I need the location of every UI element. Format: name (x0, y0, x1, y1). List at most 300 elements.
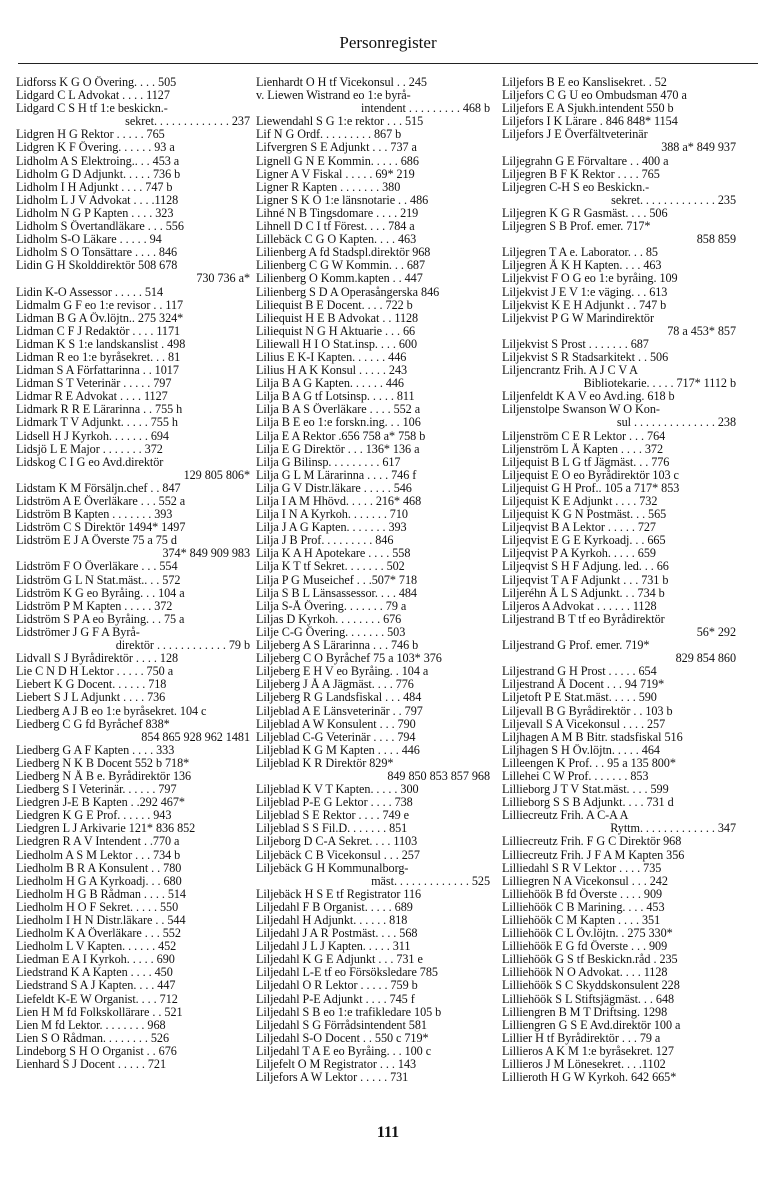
entry-text: Liewendahl S G 1:e rektor . . . 515 (256, 115, 424, 129)
register-entry (16, 705, 252, 718)
entry-text: Lidin G H Skolddirektör 508 678 (16, 259, 178, 273)
register-entry (502, 534, 738, 547)
register-entry (502, 272, 738, 285)
entry-continuation: 730 736 a* (196, 272, 250, 286)
entry-text: Liedberg C G fd Byråchef 838* (16, 717, 170, 731)
entry-text: Liljeblad K G M Kapten . . . . 446 (256, 743, 420, 757)
entry-text: Lilius E K-I Kapten. . . . . . 446 (256, 350, 407, 364)
entry-text: Lilja G Bilinsp. . . . . . . . . 617 (256, 455, 401, 469)
entry-text: Lidgard C S H tf 1:e beskickn.- (16, 102, 168, 116)
entry-text: Liljedahl O R Lektor . . . . . 759 b (256, 979, 418, 993)
register-entry (256, 364, 492, 377)
register-entry (16, 718, 252, 744)
register-entry (256, 521, 492, 534)
entry-text: Liljenström C E R Lektor . . . 764 (502, 429, 666, 443)
entry-text: Liedberg A J B eo 1:e byråsekret. 104 c (16, 704, 207, 718)
register-entry (502, 338, 738, 351)
entry-text: Liedgren L J Arkivarie 121* 836 852 (16, 822, 196, 836)
register-entry (502, 888, 738, 901)
entry-text: Liljequist K G N Postmäst. . . 565 (502, 508, 667, 522)
entry-text: Lidström A E Överläkare . . . 552 a (16, 495, 186, 508)
entry-text: Lilja B E eo 1:e forskn.ing. . . 106 (256, 416, 421, 430)
entry-text: Liljeblad A E Länsveterinär . . 797 (256, 704, 423, 718)
register-entry (16, 495, 252, 508)
entry-text: Lidströmer J G F A Byrå- (16, 625, 140, 639)
register-entry (502, 600, 738, 613)
register-entry (16, 102, 252, 128)
register-entry (16, 351, 252, 364)
entry-text: Liljegrahn G E Förvaltare . . 400 a (502, 154, 669, 168)
register-entry (256, 390, 492, 403)
register-entry (502, 993, 738, 1006)
register-entry (16, 286, 252, 299)
header-rule (18, 63, 758, 64)
register-entry (502, 1071, 738, 1084)
register-entry (16, 927, 252, 940)
entry-text: Lidholm N G P Kapten . . . . 323 (16, 206, 174, 220)
entry-text: Liljestrand G H Prost . . . . . 654 (502, 665, 657, 679)
register-entry (256, 168, 492, 181)
entry-text: Liljekvist S R Stadsarkitekt . . 506 (502, 350, 669, 364)
register-entry (16, 416, 252, 429)
entry-text: Liljedahl S B eo 1:e trafikledare 105 b (256, 1005, 442, 1019)
register-entry (16, 312, 252, 325)
register-entry (16, 835, 252, 848)
entry-text: Liedberg N Å B e. Byrådirektör 136 (16, 769, 192, 783)
register-entry (16, 482, 252, 495)
entry-text: Lidforss K G O Övering. . . . 505 (16, 76, 177, 89)
register-entry (502, 102, 738, 115)
entry-text: Lidvall S J Byrådirektör . . . . 128 (16, 652, 179, 666)
entry-text: Liliewall H I O Stat.insp. . . . 600 (256, 337, 418, 351)
register-entry (256, 1045, 492, 1058)
entry-text: Liljekvist S Prost . . . . . . . 687 (502, 337, 649, 351)
register-entry (256, 1019, 492, 1032)
entry-text: Lillieros A K M 1:e byråsekret. 127 (502, 1044, 674, 1058)
entry-text: Liljebäck G H Kommunalborg- (256, 861, 409, 875)
register-entry (502, 796, 738, 809)
entry-text: Lilliehöök N O Advokat. . . . 1128 (502, 966, 668, 980)
register-entry (502, 979, 738, 992)
register-entry (256, 914, 492, 927)
entry-text: Liljekvist J E V 1:e väging. . . 613 (502, 285, 668, 299)
register-entry (256, 469, 492, 482)
register-entry (256, 1071, 492, 1084)
entry-text: Liebert S J L Adjunkt . . . . 736 (16, 691, 166, 705)
entry-text: Liljedahl K G E Adjunkt . . . 731 e (256, 953, 423, 967)
entry-text: Liljeqvist P A Kyrkoh. . . . . 659 (502, 547, 656, 561)
register-entry (502, 430, 738, 443)
register-entry (256, 652, 492, 665)
entry-text: Lilleengen K Prof. . . 95 a 135 800* (502, 756, 676, 770)
entry-text: Liljefors J E Överfältveterinär (502, 128, 648, 142)
register-entry (16, 220, 252, 233)
register-entry (502, 1032, 738, 1045)
entry-text: Lilliehöök S L Stiftsjägmäst. . . 648 (502, 992, 675, 1006)
register-entry (256, 731, 492, 744)
entry-text: Liedholm K A Överläkare . . . 552 (16, 927, 181, 941)
register-entry (16, 508, 252, 521)
entry-text: Lien S O Rådman. . . . . . . . 526 (16, 1031, 170, 1045)
entry-text: Lilius H A K Konsul . . . . . 243 (256, 364, 408, 378)
register-entry (502, 286, 738, 299)
entry-text: Liljegren Å K H Kapten. . . . 463 (502, 259, 662, 273)
register-entry (16, 1019, 252, 1032)
entry-text: Lillebäck C G O Kapten. . . . 463 (256, 233, 417, 247)
register-entry (16, 652, 252, 665)
register-entry (16, 822, 252, 835)
entry-text: Lidgren H G Rektor . . . . . 765 (16, 128, 165, 142)
register-entry (256, 574, 492, 587)
register-entry (16, 953, 252, 966)
entry-text: Lilja K A H Apotekare . . . . 558 (256, 547, 411, 561)
register-entry (256, 534, 492, 547)
register-entry (256, 128, 492, 141)
entry-text: Lilliehöök G S tf Beskickn.råd . 235 (502, 953, 678, 967)
entry-text: Ligner A V Fiskal . . . . . 69* 219 (256, 167, 415, 181)
register-entry (502, 665, 738, 678)
register-entry (16, 246, 252, 259)
entry-text: Liljedahl S G Förrådsintendent 581 (256, 1018, 427, 1032)
register-entry (502, 953, 738, 966)
register-entry (256, 979, 492, 992)
register-entry (256, 862, 492, 888)
entry-text: Liliequist H E B Advokat . . 1128 (256, 311, 419, 325)
register-entry (16, 574, 252, 587)
register-entry (256, 600, 492, 613)
entry-continuation: sekret. . . . . . . . . . . . . 237 (125, 115, 250, 129)
entry-continuation: Ryttm. . . . . . . . . . . . . 347 (610, 822, 736, 836)
entry-text: Lilliehöök C B Marining. . . . 453 (502, 900, 665, 914)
entry-text: Lilja K T tf Sekret. . . . . . . 502 (256, 560, 405, 574)
register-entry (502, 705, 738, 718)
entry-text: Lillieborg S S B Adjunkt. . . . 731 d (502, 796, 674, 810)
register-entry (256, 325, 492, 338)
entry-text: Liljedahl J L J Kapten. . . . . 311 (256, 940, 411, 954)
register-entry (16, 128, 252, 141)
entry-text: Liljegren B F K Rektor . . . . 765 (502, 167, 660, 181)
entry-text: Liljevall S A Vicekonsul . . . . 257 (502, 717, 666, 731)
register-entry (16, 403, 252, 416)
register-entry (256, 1058, 492, 1071)
entry-text: Liljeblad P-E G Lektor . . . . 738 (256, 796, 413, 810)
register-entry (16, 259, 252, 285)
entry-text: Lidholm S O Tonsättare . . . . 846 (16, 246, 178, 260)
register-entry (502, 744, 738, 757)
register-entry (502, 849, 738, 862)
register-entry (502, 390, 738, 403)
entry-text: Liljefors E A Sjukh.intendent 550 b (502, 102, 674, 116)
entry-text: Lidman B G A Öv.löjtn.. 275 324* (16, 311, 184, 325)
entry-text: Liedholm L V Kapten. . . . . . 452 (16, 940, 177, 954)
register-entry (256, 207, 492, 220)
register-entry (16, 901, 252, 914)
register-entry (256, 835, 492, 848)
register-entry (16, 966, 252, 979)
entry-text: Lilliehöök C M Kapten . . . . 351 (502, 914, 661, 927)
register-entry (502, 770, 738, 783)
entry-continuation: mäst. . . . . . . . . . . . . 525 (371, 874, 490, 888)
entry-text: Lilienberg A fd Stadspl.direktör 968 (256, 246, 431, 260)
register-entry (256, 89, 492, 115)
register-entry (256, 272, 492, 285)
entry-text: Lidmar R E Advokat . . . . 1127 (16, 390, 168, 404)
register-entry (256, 796, 492, 809)
entry-text: Lilja B A G Kapten. . . . . . 446 (256, 377, 404, 391)
entry-text: Liljedahl P-E Adjunkt . . . . 745 f (256, 992, 415, 1006)
register-entry (256, 783, 492, 796)
register-entry (256, 587, 492, 600)
entry-text: Lidmalm G F eo 1:e revisor . . 117 (16, 298, 184, 312)
entry-text: Liljestrand G Prof. emer. 719* (502, 639, 650, 653)
register-entry (16, 770, 252, 783)
register-entry (16, 443, 252, 456)
register-entry (502, 639, 738, 665)
register-entry (16, 456, 252, 482)
entry-text: Lidström C S Direktör 1494* 1497 (16, 521, 186, 535)
register-entry (256, 233, 492, 246)
entry-text: Liljeblad S E Rektor . . . . 749 e (256, 809, 409, 823)
entry-text: Lidström E J A Överste 75 a 75 d (16, 534, 177, 548)
entry-text: Lien M fd Lektor. . . . . . . . 968 (16, 1018, 166, 1032)
register-entry (256, 849, 492, 862)
entry-text: Ligner S K O 1:e länsnotarie . . 486 (256, 193, 429, 207)
register-entry (502, 966, 738, 979)
entry-text: Lillieros J M Lönesekret. . . .1102 (502, 1058, 666, 1072)
entry-text: Liedstrand K A Kapten . . . . 450 (16, 966, 173, 980)
entry-text: Lilja S B L Länsassessor. . . . 484 (256, 586, 417, 600)
entry-text: Lidholm S-O Läkare . . . . . 94 (16, 233, 162, 247)
register-entry (502, 691, 738, 704)
entry-text: Lilliehöök C L Öv.löjtn. . 275 330* (502, 927, 673, 941)
register-entry (502, 1045, 738, 1058)
entry-text: Lilje C-G Övering. . . . . . . 503 (256, 625, 406, 639)
register-entry (502, 587, 738, 600)
entry-continuation: 849 850 853 857 968 (387, 769, 490, 783)
register-entry (16, 744, 252, 757)
entry-continuation: 388 a* 849 937 (661, 141, 736, 155)
entry-text: Liljeblad A W Konsulent . . . 790 (256, 717, 416, 731)
entry-text: Liljedahl F B Organist. . . . . 689 (256, 900, 413, 914)
entry-text: Liedgren J-E B Kapten . .292 467* (16, 796, 185, 810)
register-entry (16, 691, 252, 704)
entry-text: Liedstrand S A J Kapten. . . . 447 (16, 979, 176, 993)
entry-text: Lidgren K F Övering. . . . . . 93 a (16, 141, 175, 155)
entry-text: Liljebäck H S E tf Registrator 116 (256, 887, 422, 901)
register-entry (502, 862, 738, 875)
entry-text: Liedgren R A V Intendent . .770 a (16, 835, 180, 849)
register-entry (502, 403, 738, 429)
entry-text: Liljevall B G Byrådirektör . . 103 b (502, 704, 673, 718)
entry-text: Lilja E G Direktör . . . 136* 136 a (256, 442, 420, 456)
register-entry (16, 626, 252, 652)
register-entry (256, 495, 492, 508)
entry-text: Lilliecreutz Frih. F G C Direktör 968 (502, 835, 682, 849)
register-entry (502, 547, 738, 560)
entry-text: Lidström S P A eo Byråing. . . 75 a (16, 612, 185, 626)
register-entry (502, 678, 738, 691)
register-entry (16, 993, 252, 1006)
register-column-2 (256, 76, 492, 1084)
entry-text: Lidmark T V Adjunkt. . . . . 755 h (16, 416, 178, 430)
entry-text: Lignell G N E Kommin. . . . . 686 (256, 154, 419, 168)
register-entry (502, 299, 738, 312)
register-entry (502, 914, 738, 927)
register-entry (256, 927, 492, 940)
register-entry (502, 443, 738, 456)
register-entry (16, 194, 252, 207)
entry-text: Lifvergren S E Adjunkt . . . 737 a (256, 141, 417, 155)
entry-text: Liljeqvist E G E Kyrkoadj. . . 665 (502, 534, 666, 548)
register-entry (502, 220, 738, 246)
register-entry (256, 456, 492, 469)
register-entry (16, 809, 252, 822)
entry-text: Liljenfeldt K A V eo Avd.ing. 618 b (502, 390, 675, 404)
entry-text: Liljefors B E eo Kanslisekret. . 52 (502, 76, 667, 89)
register-entry (16, 1006, 252, 1019)
register-entry (256, 508, 492, 521)
register-entry (256, 560, 492, 573)
entry-text: Liljefors A W Lektor . . . . . 731 (256, 1071, 409, 1085)
entry-text: Lidsjö L E Major . . . . . . . 372 (16, 442, 163, 456)
entry-text: v. Liewen Wistrand eo 1:e byrå- (256, 89, 411, 103)
entry-text: Liljeberg J Å A Jägmäst. . . . 776 (256, 678, 414, 692)
entry-text: Lidgard C L Advokat . . . . 1127 (16, 89, 170, 103)
register-entry (502, 168, 738, 181)
register-entry (502, 901, 738, 914)
register-entry (256, 626, 492, 639)
register-entry (16, 89, 252, 102)
entry-text: Ligner R Kapten . . . . . . . 380 (256, 180, 401, 194)
entry-text: Liljedahl T A E eo Byråing. . . 100 c (256, 1044, 432, 1058)
entry-text: Lidsell H J Kyrkoh. . . . . . . 694 (16, 429, 169, 443)
register-entry (16, 207, 252, 220)
entry-text: Liedberg N K B Docent 552 b 718* (16, 756, 190, 770)
register-column-1 (16, 76, 252, 1071)
page-title: Personregister (339, 33, 437, 52)
register-entry (16, 888, 252, 901)
entry-text: Lilja J B Prof. . . . . . . . . 846 (256, 534, 394, 548)
entry-text: Lidman R eo 1:e byråsekret. . . 81 (16, 350, 181, 364)
register-entry (256, 691, 492, 704)
entry-text: Lidholm S Övertandläkare . . . 556 (16, 220, 184, 234)
entry-text: Lilja P G Museichef . . .507* 718 (256, 573, 418, 587)
entry-text: Liljeqvist B A Lektor . . . . . 727 (502, 521, 656, 535)
register-entry (256, 76, 492, 89)
entry-text: Liedberg S I Veterinär. . . . . . 797 (16, 783, 177, 797)
register-entry (256, 181, 492, 194)
entry-text: Lilliecreutz Frih. A C-A A (502, 809, 629, 823)
entry-text: Liliequist N G H Aktuarie . . . 66 (256, 324, 416, 338)
entry-text: Lilliehöök S C Skyddskonsulent 228 (502, 979, 680, 993)
entry-text: Lidholm L J V Advokat . . . .1128 (16, 193, 179, 207)
entry-continuation: intendent . . . . . . . . . 468 b (360, 102, 490, 116)
entry-text: Liljedahl J A R Postmäst. . . . 568 (256, 927, 418, 941)
entry-continuation: 829 854 860 (675, 652, 736, 666)
entry-text: Liljebäck C B Vicekonsul . . . 257 (256, 848, 420, 862)
entry-text: Liljeberg E H V eo Byråing. . 104 a (256, 665, 429, 679)
entry-continuation: Bibliotekarie. . . . . 717* 1112 b (583, 377, 736, 391)
entry-continuation: direktör . . . . . . . . . . . . 79 b (115, 639, 250, 653)
register-entry (16, 783, 252, 796)
register-entry (256, 246, 492, 259)
entry-text: Lidin K-O Assessor . . . . . 514 (16, 285, 164, 299)
register-entry (256, 299, 492, 312)
entry-text: Liljeréhn Å L S Adjunkt. . . 734 b (502, 586, 665, 600)
entry-text: Lidström F O Överläkare . . . 554 (16, 560, 178, 574)
register-entry (256, 338, 492, 351)
register-entry (16, 875, 252, 888)
register-entry (502, 613, 738, 639)
entry-text: Liedholm H G B Rådman . . . . 514 (16, 887, 186, 901)
register-entry (16, 796, 252, 809)
register-entry (502, 351, 738, 364)
entry-text: Lillieroth H G W Kyrkoh. 642 665* (502, 1071, 677, 1085)
entry-text: Lidman S A Författarinna . . 1017 (16, 364, 179, 378)
register-entry (502, 1006, 738, 1019)
entry-text: Liljedahl H Adjunkt. . . . . . 818 (256, 914, 408, 927)
register-entry (502, 482, 738, 495)
register-entry (256, 901, 492, 914)
register-entry (256, 482, 492, 495)
register-entry (16, 862, 252, 875)
entry-text: Liljekvist F O G eo 1:e byråing. 109 (502, 272, 678, 286)
register-entry (256, 155, 492, 168)
register-entry (502, 89, 738, 102)
entry-text: Liljegren S B Prof. emer. 717* (502, 220, 651, 234)
entry-text: Lie C N D H Lektor . . . . . 750 a (16, 665, 174, 679)
register-entry (256, 757, 492, 783)
entry-text: Liljeberg R G Landsfiskal . . . 484 (256, 691, 422, 705)
register-entry (16, 914, 252, 927)
entry-text: Lilliedahl S R V Lektor . . . . 735 (502, 861, 662, 875)
entry-text: Liedholm A S M Lektor . . . 734 b (16, 848, 181, 862)
register-entry (256, 351, 492, 364)
entry-text: Liljequist G H Prof.. 105 a 717* 853 (502, 481, 680, 495)
register-entry (256, 259, 492, 272)
register-entry (502, 246, 738, 259)
entry-text: Liljedahl L-E tf eo Försöksledare 785 (256, 966, 438, 980)
entry-text: Lif N G Ordf. . . . . . . . . 867 b (256, 128, 402, 142)
entry-text: Lilja G L M Lärarinna . . . . 746 f (256, 468, 417, 482)
register-entry (502, 940, 738, 953)
entry-text: Liedberg G A F Kapten . . . . 333 (16, 743, 175, 757)
register-entry (16, 613, 252, 626)
entry-text: Liljequist E O eo Byrådirektör 103 c (502, 468, 679, 482)
entry-text: Lidmark R R E Lärarinna . . 755 h (16, 403, 183, 417)
register-entry (16, 940, 252, 953)
entry-text: Lilja B A S Överläkare . . . . 552 a (256, 403, 421, 417)
entry-text: Lilliegren N A Vicekonsul . . . 242 (502, 874, 668, 888)
entry-text: Liljeberg A S Lärarinna . . . 746 b (256, 639, 419, 653)
register-entry (16, 521, 252, 534)
entry-text: Lidholm G D Adjunkt. . . . . 736 b (16, 167, 181, 181)
entry-text: Liljeblad K R Direktör 829* (256, 756, 394, 770)
entry-text: Lilienberg O Komm.kapten . . 447 (256, 272, 423, 286)
register-entry (256, 403, 492, 416)
register-entry (256, 718, 492, 731)
register-entry (502, 1019, 738, 1032)
register-entry (502, 809, 738, 835)
register-entry (502, 128, 738, 154)
register-entry (256, 809, 492, 822)
entry-continuation: sul . . . . . . . . . . . . . . 238 (616, 416, 736, 430)
register-entry (16, 76, 252, 89)
register-entry (256, 1006, 492, 1019)
register-entry (256, 115, 492, 128)
entry-text: Lidstam K M Försäljn.chef . . 847 (16, 481, 181, 495)
entry-text: Lidström B Kapten . . . . . . . 393 (16, 508, 173, 522)
